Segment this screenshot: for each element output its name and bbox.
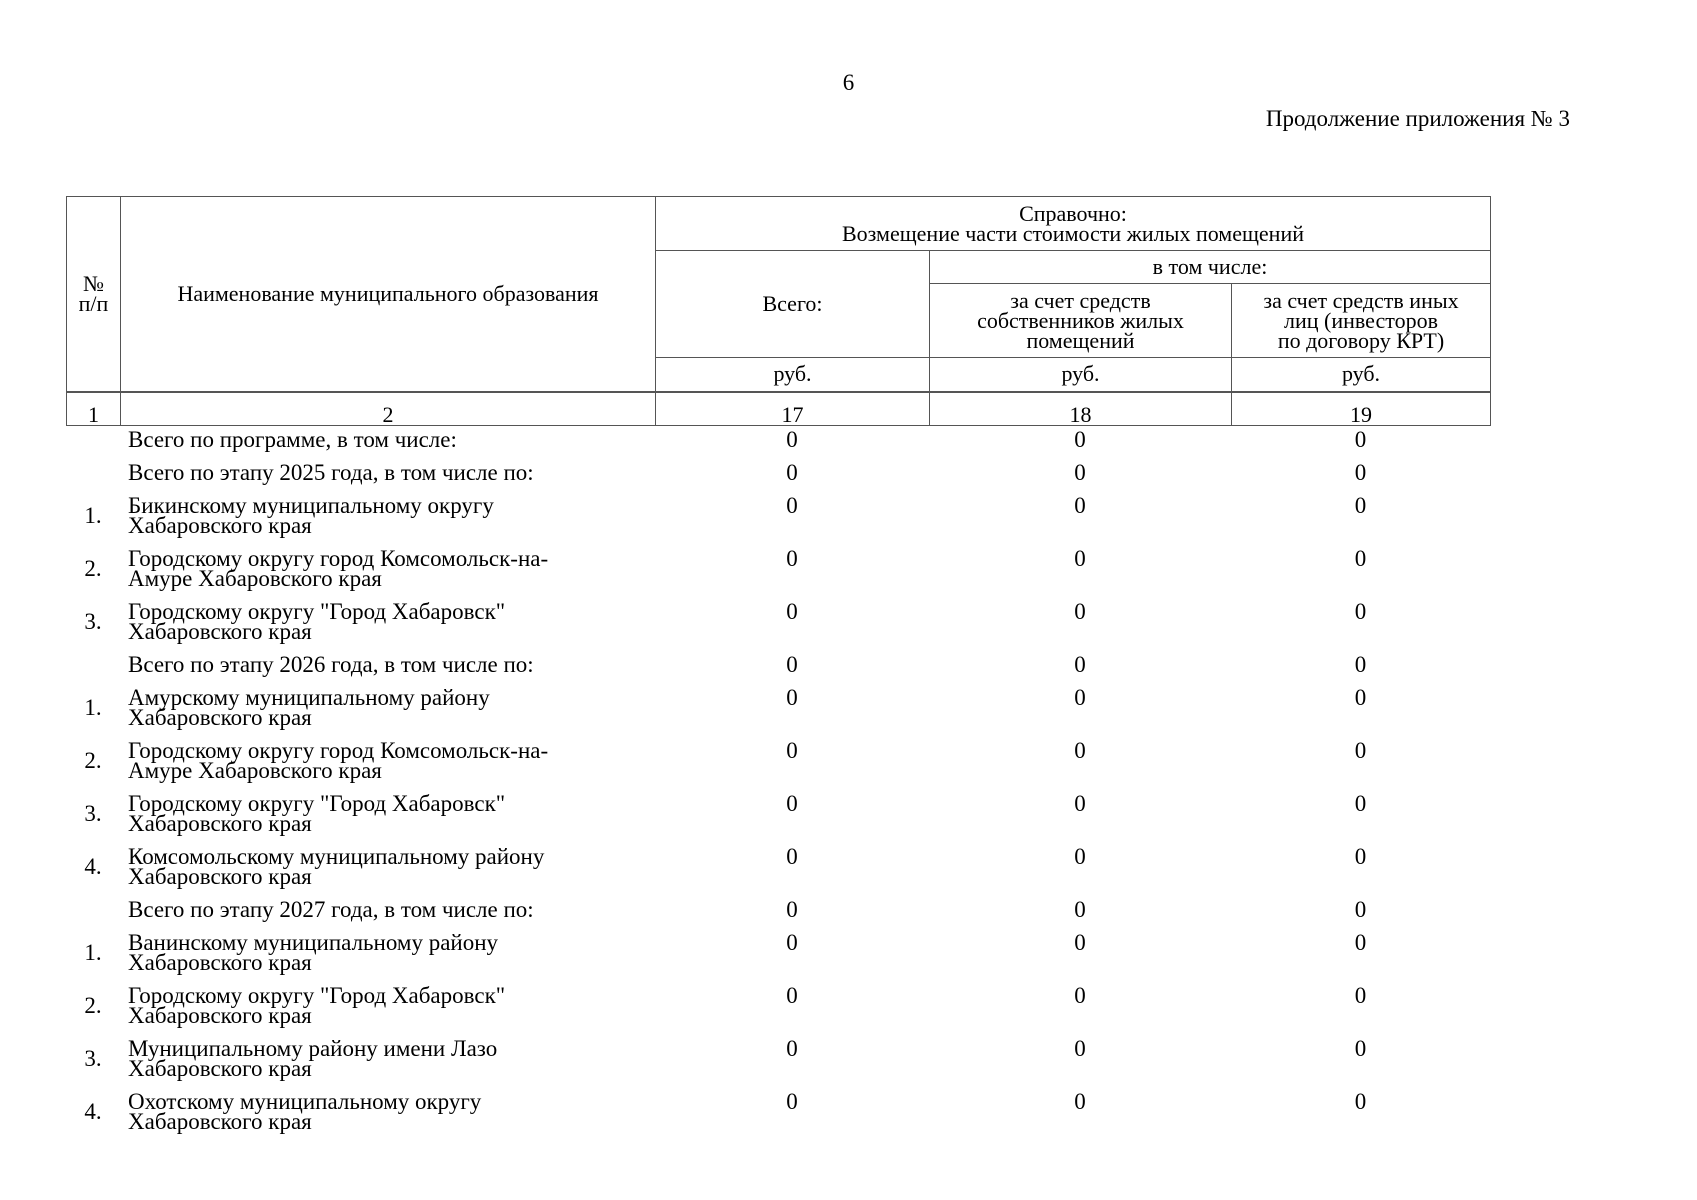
- value-total: 0: [786, 930, 798, 955]
- municipality-name: Всего по этапу 2026 года, в том числе по:: [128, 652, 534, 677]
- value-owners-funds: 0: [1074, 791, 1086, 816]
- value-owners-funds: 0: [1074, 652, 1086, 677]
- page-number: 6: [842, 70, 855, 95]
- value-other-funds: 0: [1354, 493, 1367, 518]
- value-owners-funds: 0: [1074, 1036, 1086, 1061]
- municipality-name: Бикинскому муниципальному округу Хабаровского края: [128, 493, 494, 538]
- value-total: 0: [786, 1089, 798, 1114]
- value-owners-funds: 0: [1074, 1089, 1086, 1114]
- value-other-funds: 0: [1354, 1089, 1367, 1114]
- municipality-name: Городскому округу "Город Хабаровск" Хабаровского края: [128, 599, 506, 644]
- municipality-name: Всего по этапу 2027 года, в том числе по:: [128, 897, 534, 922]
- col-number-19: 19: [1232, 392, 1491, 426]
- col-number-17: 17: [656, 392, 930, 426]
- municipality-name: Городскому округу "Город Хабаровск" Хабаровского края: [128, 983, 506, 1028]
- value-owners-funds: 0: [1074, 738, 1086, 763]
- value-owners-funds: 0: [1074, 546, 1086, 571]
- municipality-name: Охотскому муниципальному округу Хабаровского края: [128, 1089, 482, 1134]
- municipality-name: Городскому округу город Комсомольск-на- Амуре Хабаровского края: [128, 546, 549, 591]
- table-body: [66, 427, 1490, 1145]
- municipality-name: Комсомольскому муниципальному району Хабаровского края: [128, 844, 545, 889]
- header-owners-funds: за счет средств собственников жилых помещений: [930, 284, 1232, 358]
- value-other-funds: 0: [1354, 685, 1367, 710]
- appendix-continuation-label: Продолжение приложения № 3: [1265, 106, 1570, 131]
- row-number: 2.: [84, 556, 102, 581]
- table-row: [66, 546, 1490, 602]
- unit-17: руб.: [656, 358, 930, 392]
- value-owners-funds: 0: [1074, 897, 1086, 922]
- table-row: [66, 738, 1490, 794]
- value-other-funds: 0: [1354, 599, 1367, 624]
- table-row: [66, 1036, 1490, 1092]
- value-total: 0: [786, 844, 798, 869]
- row-number: 4.: [84, 854, 102, 879]
- row-number: 3.: [84, 1046, 102, 1071]
- value-total: 0: [786, 1036, 798, 1061]
- row-number: 4.: [84, 1099, 102, 1124]
- municipality-name: Всего по этапу 2025 года, в том числе по:: [128, 460, 534, 485]
- value-other-funds: 0: [1354, 546, 1367, 571]
- value-owners-funds: 0: [1074, 460, 1086, 485]
- value-owners-funds: 0: [1074, 599, 1086, 624]
- row-number: 1.: [84, 695, 102, 720]
- value-total: 0: [786, 460, 798, 485]
- subtotal-row: [66, 897, 1490, 933]
- row-number: 1.: [84, 503, 102, 528]
- value-other-funds: 0: [1354, 930, 1367, 955]
- col-number-2: 2: [121, 392, 656, 426]
- value-other-funds: 0: [1354, 738, 1367, 763]
- header-municipality-name: Наименование муниципального образования: [121, 197, 656, 392]
- table-row: [66, 983, 1490, 1039]
- value-owners-funds: 0: [1074, 427, 1086, 452]
- row-number: 1.: [84, 940, 102, 965]
- col-number-1: 1: [67, 392, 121, 426]
- table-row: [66, 685, 1490, 741]
- value-total: 0: [786, 791, 798, 816]
- value-total: 0: [786, 427, 798, 452]
- municipality-name: Городскому округу "Город Хабаровск" Хабаровского края: [128, 791, 506, 836]
- subtotal-row: [66, 427, 1490, 463]
- row-number: 2.: [84, 748, 102, 773]
- value-total: 0: [786, 685, 798, 710]
- subtotal-row: [66, 460, 1490, 496]
- header-reference-title: Справочно: Возмещение части стоимости жилых помещений: [656, 197, 1491, 251]
- subtotal-row: [66, 652, 1490, 688]
- value-total: 0: [786, 493, 798, 518]
- value-other-funds: 0: [1354, 460, 1367, 485]
- value-other-funds: 0: [1354, 791, 1367, 816]
- table-row: [66, 791, 1490, 847]
- value-total: 0: [786, 897, 798, 922]
- value-total: 0: [786, 738, 798, 763]
- header-number: № п/п: [67, 197, 121, 392]
- value-other-funds: 0: [1354, 1036, 1367, 1061]
- unit-19: руб.: [1232, 358, 1491, 392]
- value-total: 0: [786, 652, 798, 677]
- value-other-funds: 0: [1354, 983, 1367, 1008]
- header-including: в том числе:: [930, 251, 1491, 284]
- value-other-funds: 0: [1354, 844, 1367, 869]
- municipality-name: Городскому округу город Комсомольск-на- Амуре Хабаровского края: [128, 738, 549, 783]
- value-other-funds: 0: [1354, 897, 1367, 922]
- col-number-18: 18: [930, 392, 1232, 426]
- value-total: 0: [786, 546, 798, 571]
- municipality-name: Ванинскому муниципальному району Хабаровского края: [128, 930, 499, 975]
- municipality-name: Амурскому муниципальному району Хабаровского края: [128, 685, 490, 730]
- row-number: 2.: [84, 993, 102, 1018]
- value-other-funds: 0: [1354, 427, 1367, 452]
- value-owners-funds: 0: [1074, 685, 1086, 710]
- value-owners-funds: 0: [1074, 493, 1086, 518]
- municipality-name: Муниципальному району имени Лазо Хабаровского края: [128, 1036, 498, 1081]
- table-header: [66, 196, 1491, 426]
- row-number: 3.: [84, 801, 102, 826]
- value-total: 0: [786, 599, 798, 624]
- value-other-funds: 0: [1354, 652, 1367, 677]
- table-row: [66, 1089, 1490, 1145]
- value-owners-funds: 0: [1074, 983, 1086, 1008]
- table-row: [66, 930, 1490, 986]
- value-total: 0: [786, 983, 798, 1008]
- table-row: [66, 493, 1490, 549]
- municipality-name: Всего по программе, в том числе:: [128, 427, 457, 452]
- table-row: [66, 844, 1490, 900]
- value-owners-funds: 0: [1074, 844, 1086, 869]
- row-number: 3.: [84, 609, 102, 634]
- header-other-funds: за счет средств иных лиц (инвесторов по договору КРТ): [1232, 284, 1491, 358]
- unit-18: руб.: [930, 358, 1232, 392]
- header-total: Всего:: [656, 251, 930, 358]
- value-owners-funds: 0: [1074, 930, 1086, 955]
- table-row: [66, 599, 1490, 655]
